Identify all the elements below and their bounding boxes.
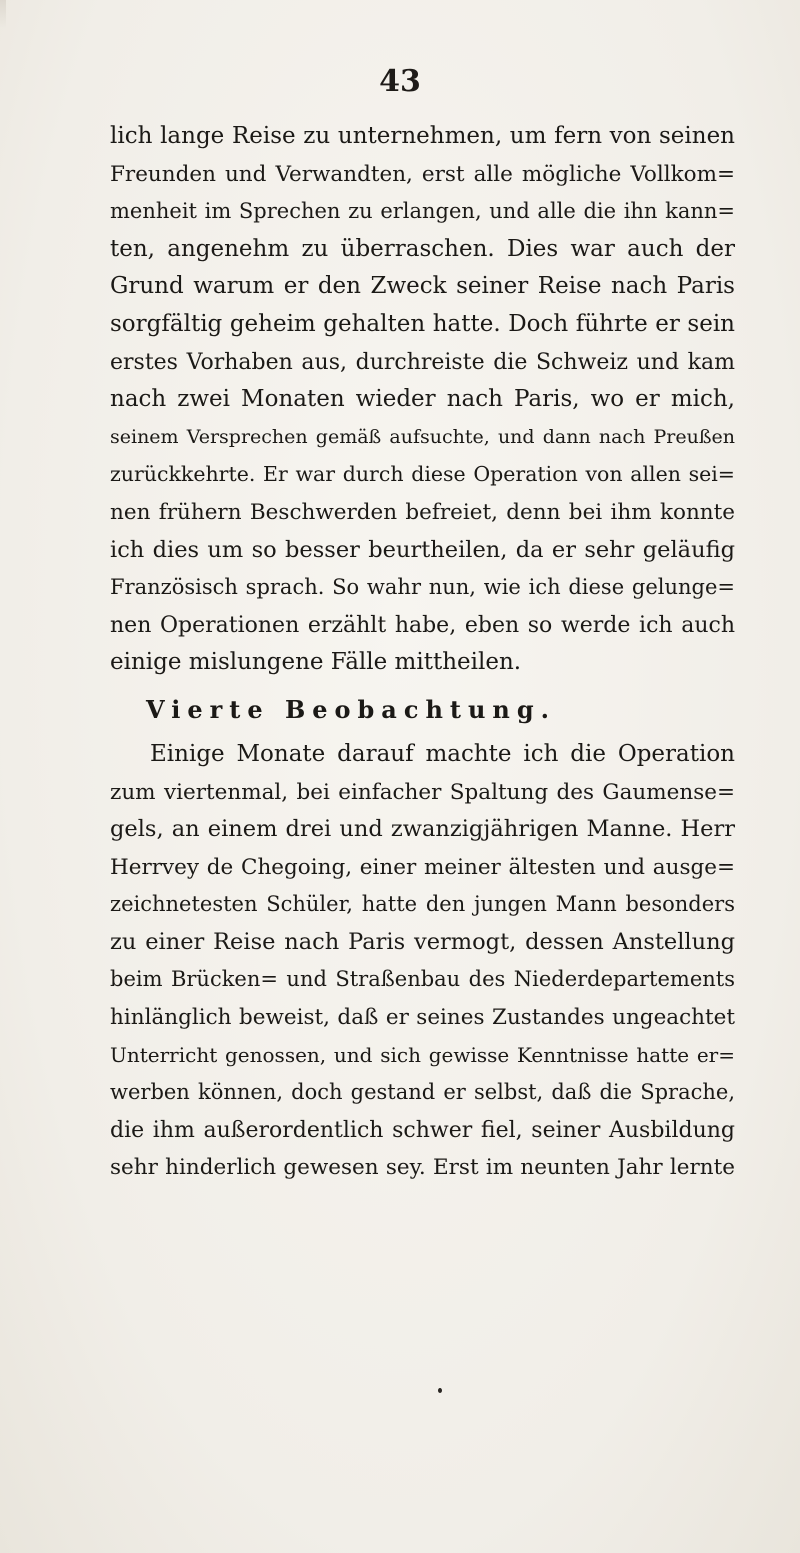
text-line: Freunden und Verwandten, erst alle mögliche Vollkom=	[110, 161, 735, 187]
text-line: sehr hinderlich gewesen sey. Erst im neunten Jahr lernte	[110, 1155, 735, 1181]
text-line: einige mislungene Fälle mittheilen.	[110, 649, 522, 676]
text-line: nen frühern Beschwerden befreiet, denn bei ihm konnte	[110, 499, 735, 525]
text-line: zurückkehrte. Er war durch diese Operation von allen sei=	[110, 462, 735, 487]
text-line: Einige Monate darauf machte ich die Operation	[150, 740, 735, 767]
text-line: die ihm außerordentlich schwer fiel, seiner Ausbildung	[110, 1117, 735, 1143]
ink-dot	[438, 1388, 442, 1393]
text-line: Unterricht genossen, und sich gewisse Kenntnisse hatte er=	[110, 1042, 735, 1067]
text-line: ten, angenehm zu überraschen. Dies war auch der	[110, 235, 735, 262]
text-line: erstes Vorhaben aus, durchreiste die Schweiz und kam	[110, 349, 735, 375]
text-line: Französisch sprach. So wahr nun, wie ich diese gelunge=	[110, 575, 735, 600]
page-corner-shadow	[0, 0, 6, 28]
text-line: Herrvey de Chegoing, einer meiner ältesten und ausge=	[110, 854, 735, 880]
text-line: beim Brücken= und Straßenbau des Niederdepartements	[110, 967, 735, 992]
paragraph-2	[110, 736, 735, 1187]
page-number: 43	[379, 64, 421, 99]
text-line: gels, an einem drei und zwanzigjährigen Manne. Herr	[110, 816, 735, 843]
text-line: nen Operationen erzählt habe, eben so werde ich auch	[110, 612, 735, 638]
text-line: hinlänglich beweist, daß er seines Zustandes ungeachtet	[110, 1005, 735, 1031]
text-line: zum viertenmal, bei einfacher Spaltung des Gaumense=	[110, 779, 735, 805]
paragraph-1	[110, 118, 735, 682]
text-line: lich lange Reise zu unternehmen, um fern von seinen	[110, 123, 735, 149]
text-line: werben können, doch gestand er selbst, daß die Sprache,	[110, 1080, 735, 1105]
text-line: Grund warum er den Zweck seiner Reise nach Paris	[110, 273, 735, 300]
text-line: sorgfältig geheim gehalten hatte. Doch führte er sein	[110, 310, 735, 337]
text-line: ich dies um so besser beurtheilen, da er sehr geläufig	[110, 536, 735, 563]
text-line: zu einer Reise nach Paris vermogt, dessen Anstellung	[110, 928, 735, 955]
section-heading: Vierte Beobachtung.	[146, 694, 557, 724]
text-line: menheit im Sprechen zu erlangen, und alle die ihn kann=	[110, 199, 735, 224]
page-body	[110, 118, 735, 1187]
text-line: zeichnetesten Schüler, hatte den jungen Mann besonders	[110, 892, 735, 917]
text-line: seinem Versprechen gemäß aufsuchte, und dann nach Preußen	[110, 425, 735, 448]
text-line: nach zwei Monaten wieder nach Paris, wo er mich,	[110, 386, 735, 413]
